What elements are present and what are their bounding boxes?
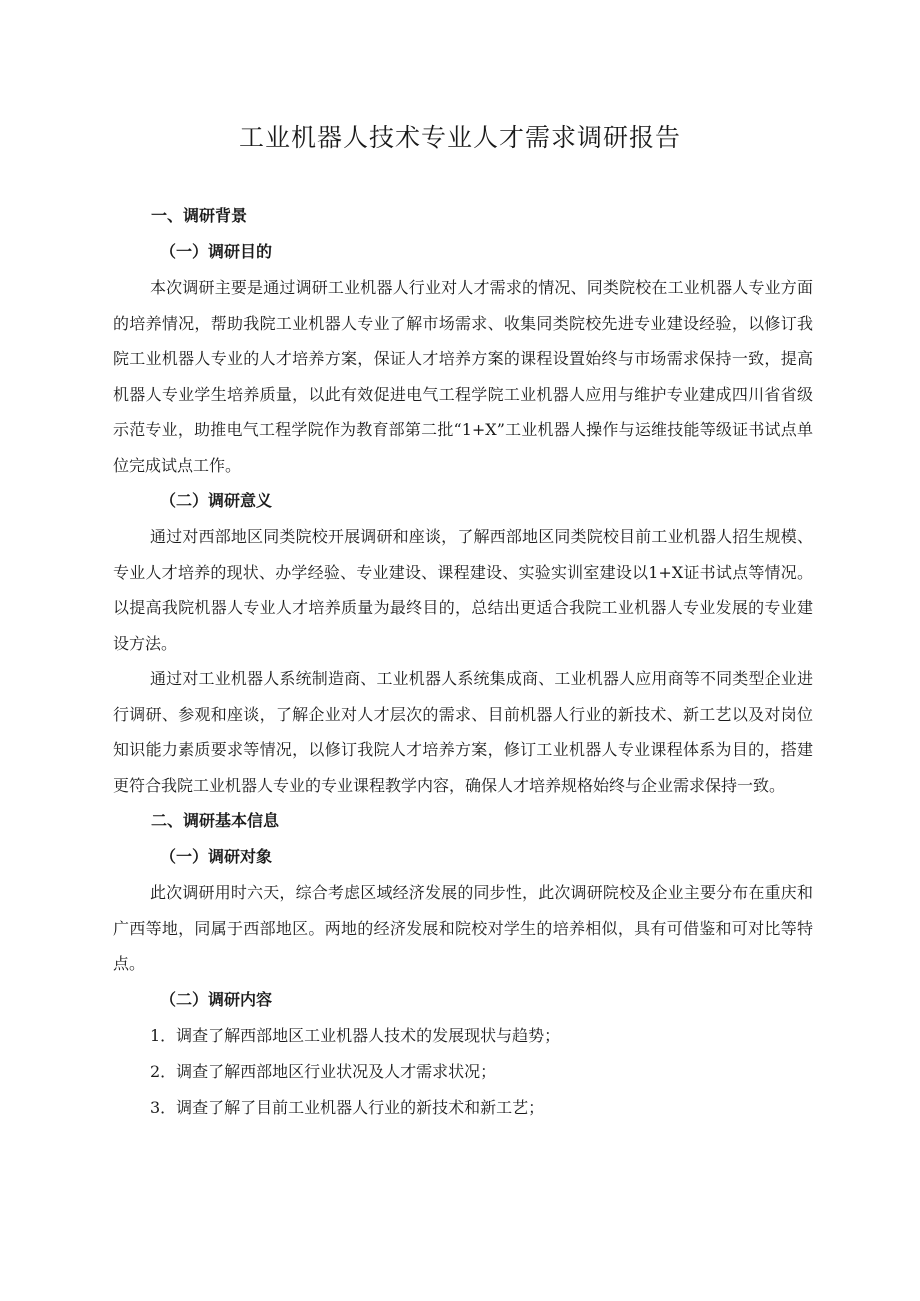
list-item: 2．调查了解西部地区行业状况及人才需求状况；	[150, 1061, 497, 1081]
section-heading: 二、调研基本信息	[151, 811, 280, 830]
document-title: 工业机器人技术专业人才需求调研报告	[238, 123, 681, 152]
subsection-heading: （一）调研目的	[160, 242, 273, 261]
list-item: 3．调查了解了目前工业机器人行业的新技术和新工艺；	[150, 1097, 545, 1117]
paragraph: 本次调研主要是通过调研工业机器人行业对人才需求的情况、同类院校在工业机器人专业方面的培养情况，帮助我院工业机器人专业了解市场需求、收集同类院校先进专业建设经验，以修订我院工业机器人专业的人才培养方案，保证人才培养方案的课程设置始终与市场需求保持一致，提高机器人专业学生培养质量，以此有效促进电气工程学院工业机器人应用与维护专业建成四川省省级示范专业，助推电气工程学院作为教育部第二批“1+X”工业机器人操作与运维技能等级证书试点单位完成试点工作。	[113, 278, 813, 475]
paragraph: 通过对工业机器人系统制造商、工业机器人系统集成商、工业机器人应用商等不同类型企业进行调研、参观和座谈，了解企业对人才层次的需求、目前机器人行业的新技术、新工艺以及对岗位知识能力素质要求等情况，以修订我院人才培养方案，修订工业机器人专业课程体系为目的，搭建更符合我院工业机器人专业的专业课程教学内容，确保人才培养规格始终与企业需求保持一致。	[113, 669, 813, 795]
list-item: 1．调查了解西部地区工业机器人技术的发展现状与趋势；	[150, 1025, 561, 1045]
paragraph: 通过对西部地区同类院校开展调研和座谈，了解西部地区同类院校目前工业机器人招生规模、专业人才培养的现状、办学经验、专业建设、课程建设、实验实训室建设以1+X证书试点等情况。以提高我院机器人专业人才培养质量为最终目的，总结出更适合我院工业机器人专业发展的专业建设方法。	[113, 527, 813, 653]
paragraph: 此次调研用时六天，综合考虑区域经济发展的同步性，此次调研院校及企业主要分布在重庆和广西等地，同属于西部地区。两地的经济发展和院校对学生的培养相似，具有可借鉴和可对比等特点。	[113, 883, 813, 973]
subsection-heading: （二）调研意义	[160, 491, 273, 510]
subsection-heading: （二）调研内容	[160, 989, 273, 1009]
subsection-heading: （一）调研对象	[160, 847, 273, 866]
document-body	[113, 198, 813, 1126]
section-heading: 一、调研背景	[151, 206, 248, 225]
